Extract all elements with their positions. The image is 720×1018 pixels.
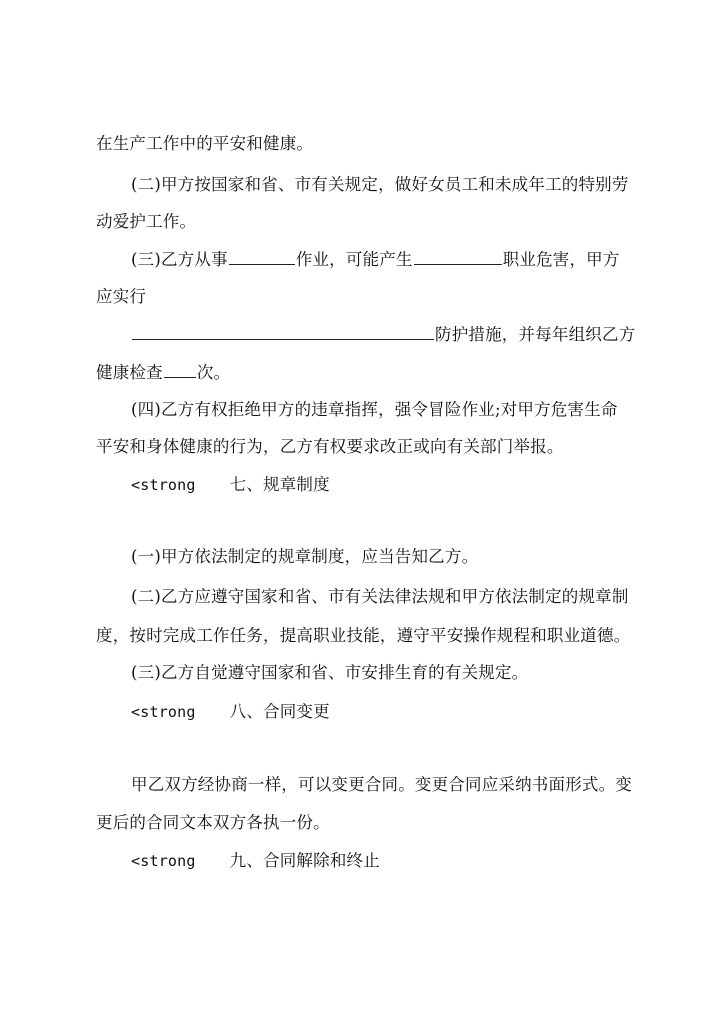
text: 更后的合同文本双方各执一份。 (96, 813, 330, 832)
markup-tag: <strong (131, 476, 196, 494)
section-heading (131, 475, 330, 495)
text: 度，按时完成工作任务，提高职业技能，遵守平安操作规程和职业道德。 (96, 626, 631, 645)
paragraph-line (96, 437, 564, 457)
text: 动爱护工作。 (96, 212, 197, 231)
text: (三)乙方从事 (131, 250, 228, 269)
section-heading (131, 851, 380, 871)
text: 次。 (196, 363, 231, 382)
text: (三)乙方自觉遵守国家和省、市安排生育的有关规定。 (131, 663, 529, 682)
text: 应实行 (96, 287, 147, 306)
paragraph-line (131, 324, 635, 345)
paragraph-line (96, 134, 313, 154)
blank-underline (164, 362, 196, 378)
paragraph-line (131, 400, 618, 420)
paragraph-line (131, 249, 620, 270)
blank-underline (229, 249, 295, 265)
text: (二)乙方应遵守国家和省、市有关法律法规和甲方依法制定的规章制 (131, 587, 629, 606)
text: 作业，可能产生 (295, 250, 413, 269)
blank-underline (414, 249, 502, 265)
paragraph-line (131, 175, 629, 195)
blank-underline (132, 324, 434, 340)
text: 健康检查 (96, 363, 163, 382)
paragraph-line (96, 212, 196, 232)
text: 防护措施，并每年组织乙方 (435, 325, 636, 344)
text: 职业危害，甲方 (502, 250, 620, 269)
paragraph-line (131, 775, 632, 795)
section-heading (131, 702, 330, 722)
text: (四)乙方有权拒绝甲方的违章指挥，强令冒险作业;对甲方危害生命 (131, 400, 618, 419)
text: (二)甲方按国家和省、市有关规定，做好女员工和未成年工的特别劳 (131, 175, 629, 194)
paragraph-line (96, 813, 330, 833)
section-title: 七、规章制度 (229, 475, 330, 494)
text: 平安和身体健康的行为，乙方有权要求改正或向有关部门举报。 (96, 437, 564, 456)
paragraph-line (131, 663, 528, 683)
paragraph-line (131, 547, 478, 567)
section-title: 九、合同解除和终止 (229, 851, 380, 870)
paragraph-line (131, 587, 629, 607)
markup-tag: <strong (131, 852, 196, 870)
text: 甲乙双方经协商一样，可以变更合同。变更合同应采纳书面形式。变 (131, 775, 632, 794)
paragraph-line (96, 287, 146, 307)
text: (一)甲方依法制定的规章制度，应当告知乙方。 (131, 547, 479, 566)
section-title: 八、合同变更 (229, 702, 330, 721)
paragraph-line (96, 362, 230, 383)
markup-tag: <strong (131, 703, 196, 721)
text: 在生产工作中的平安和健康。 (96, 134, 314, 153)
paragraph-line (96, 626, 630, 646)
